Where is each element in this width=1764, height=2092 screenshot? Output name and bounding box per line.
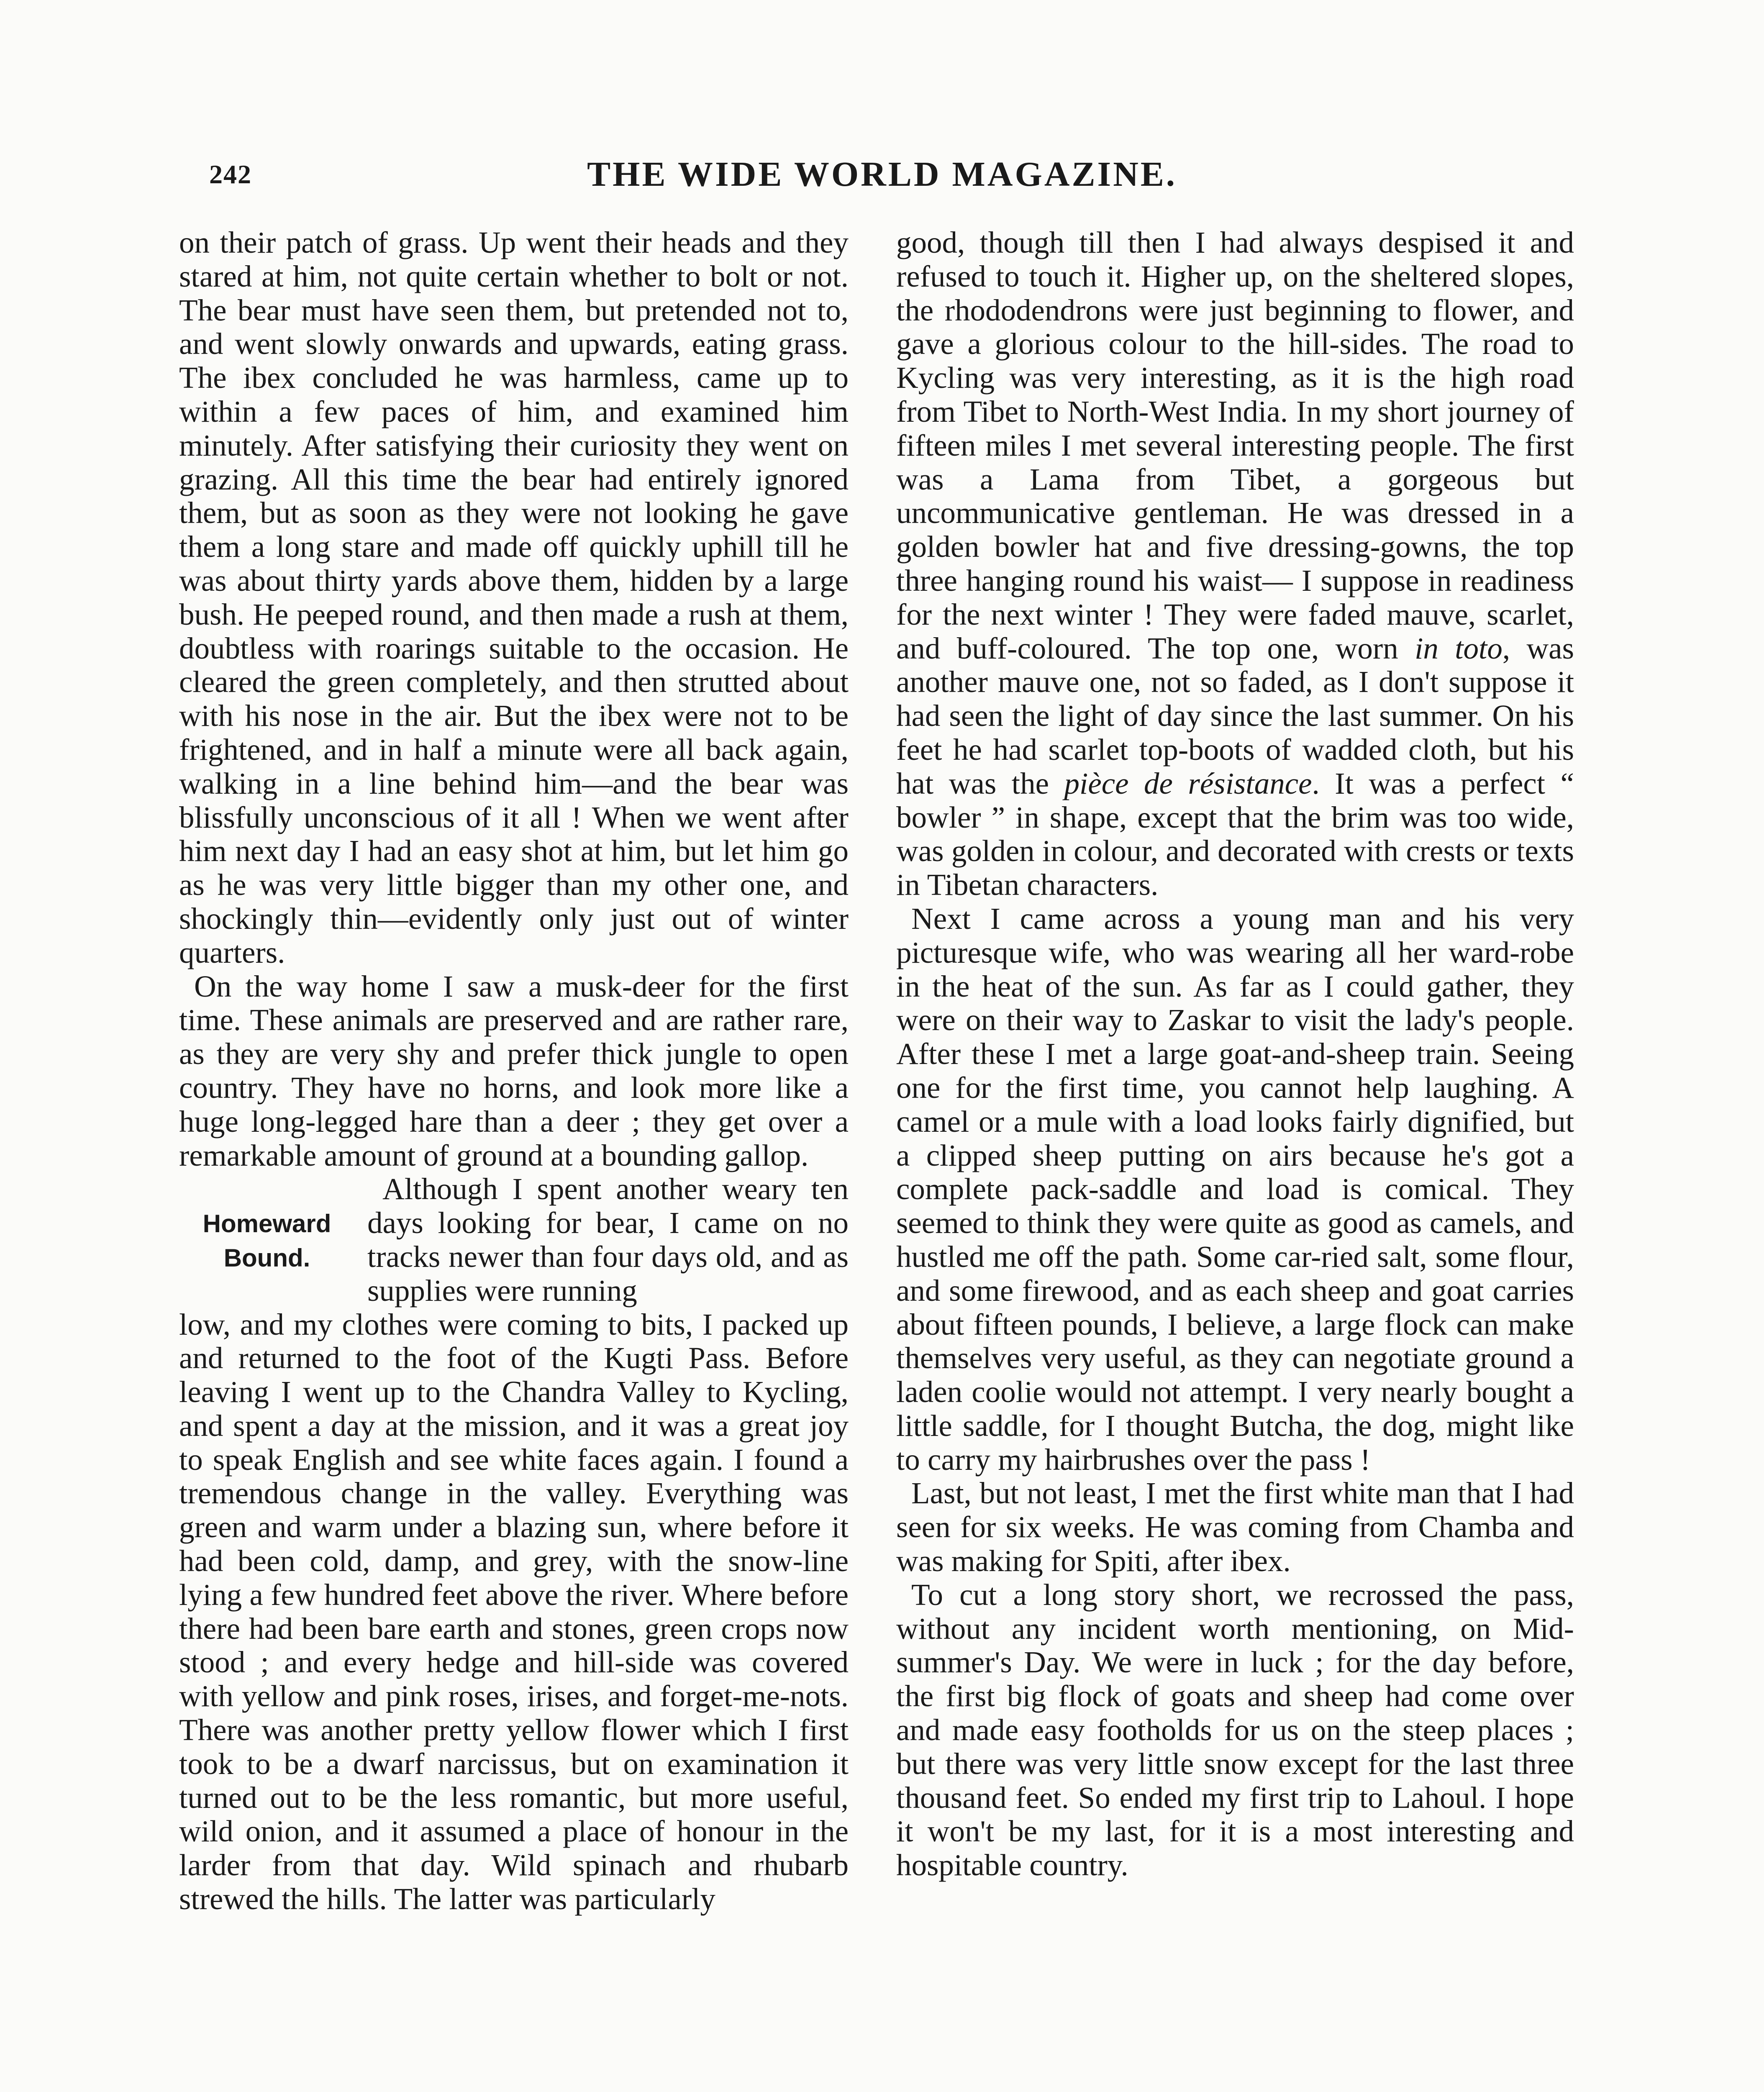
- text-run: , was another mauve one, not so faded, as I don't suppose it had seen the light of day since the last summer. On his feet he had scarlet top-boots of wadded cloth, but his hat was the: [896, 631, 1574, 800]
- paragraph-musk-deer: On the way home I saw a musk-deer for the first time. These animals are preserved and are rather rare, as they are very shy and prefer thick jungle to open country. They have no horns, and look more like a huge long-legged hare than a deer ; they get over a remarkable amount of ground at a bounding gallop.: [179, 969, 849, 1172]
- italic-phrase-in-toto: in toto: [1415, 631, 1502, 665]
- left-column: [179, 226, 849, 1916]
- italic-phrase-piece-de-resistance: pièce de résistance: [1064, 766, 1312, 800]
- sidehead-line-2: Bound.: [223, 1244, 310, 1272]
- text-run: good, though till then I had always despised it and refused to touch it. Higher up, on the sheltered slopes, the rhododendrons were just beginning to flower, and gave a glorious colour to the hill-sides. The road to Kycling was very interesting, as it is the high road from Tibet to North-West India. In my short journey of fifteen miles I met several interesting people. The first was a Lama from Tibet, a gorgeous but uncommunicative gentleman. He was dressed in a golden bowler hat and five dressing-gowns, the top three hanging round his waist— I suppose in readiness for the next winter ! They were faded mauve, scarlet, and buff-coloured. The top one, worn: [896, 226, 1574, 665]
- paragraph-homeward-rest: low, and my clothes were coming to bits, I packed up and returned to the foot of the Kugti Pass. Before leaving I went up to the Chandra Valley to Kycling, and spent a day at the mission, and it was a great joy to speak English and see white faces again. I found a tremendous change in the valley. Everything was green and warm under a blazing sun, where before it had been cold, damp, and grey, with the snow-line lying a few hundred feet above the river. Where before there had been bare earth and stones, green crops now stood ; and every hedge and hill-side was covered with yellow and pink roses, irises, and forget-me-nots. There was another pretty yellow flower which I first took to be a dwarf narcissus, but on examination it turned out to be the less romantic, but more useful, wild onion, and it assumed a place of honour in the larder from that day. Wild spinach and rhubarb strewed the hills. The latter was particularly: [179, 1307, 849, 1916]
- paragraph-homeward-start: Although I spent another weary ten days looking for bear, I came on no tracks newer than four days old, and as supplies were running: [367, 1172, 849, 1308]
- section-homeward-bound: [179, 1172, 849, 1308]
- paragraph-conclusion: To cut a long story short, we recrossed the pass, without any incident worth mentioning, on Mid-summer's Day. We were in luck ; for the day before, the first big flock of goats and sheep had come over and made easy footholds for us on the steep places ; but there was very little snow except for the last three thousand feet. So ended my first trip to Lahoul. I hope it won't be my last, for it is a most interesting and hospitable country.: [896, 1577, 1574, 1882]
- paragraph-white-man: Last, but not least, I met the first white man that I had seen for six weeks. He was coming from Chamba and was making for Spiti, after ibex.: [896, 1476, 1574, 1578]
- paragraph-continued: on their patch of grass. Up went their heads and they stared at him, not quite certain whether to bolt or not. The bear must have seen them, but pretended not to, and went slowly onwards and upwards, eating grass. The ibex concluded he was harmless, came up to within a few paces of him, and examined him minutely. After satisfying their curiosity they went on grazing. All this time the bear had entirely ignored them, but as soon as they were not looking he gave them a long stare and made off quickly uphill till he was about thirty yards above them, hidden by a large bush. He peeped round, and then made a rush at them, doubtless with roarings suitable to the occasion. He cleared the green completely, and then strutted about with his nose in the air. But the ibex were not to be frightened, and in half a minute were all back again, walking in a line behind him—and the bear was blissfully unconscious of it all ! When we went after him next day I had an easy shot at him, but let him go as he was very little bigger than my other one, and shockingly thin—evidently only just out of winter quarters.: [179, 226, 849, 969]
- page-number: 242: [209, 159, 252, 189]
- section-sidehead: [179, 1207, 355, 1275]
- paragraph-lama: [896, 226, 1574, 902]
- paragraph-sheep-train: Next I came across a young man and his very picturesque wife, who was wearing all her ward-robe in the heat of the sun. As far as I could gather, they were on their way to Zaskar to visit the lady's people. After these I met a large goat-and-sheep train. Seeing one for the first time, you cannot help laughing. A camel or a mule with a load looks fairly dignified, but a clipped sheep putting on airs because he's got a complete pack-saddle and load is comical. They seemed to think they were quite as good as camels, and hustled me off the path. Some car-ried salt, some flour, and some firewood, and as each sheep and goat carries about fifteen pounds, I believe, a large flock can make themselves very useful, as they can negotiate ground a laden coolie would not attempt. I very nearly bought a little saddle, for I thought Butcha, the dog, might like to carry my hairbrushes over the pass !: [896, 901, 1574, 1477]
- sidehead-line-1: Homeward: [203, 1210, 331, 1238]
- text-run: . It was a perfect “ bowler ” in shape, except that the brim was too wide, was golden in colour, and decorated with crests or texts in Tibetan characters.: [896, 766, 1574, 902]
- magazine-title: THE WIDE WORLD MAGAZINE.: [587, 155, 1177, 194]
- page-header: [188, 155, 1576, 209]
- right-column: [896, 226, 1574, 1882]
